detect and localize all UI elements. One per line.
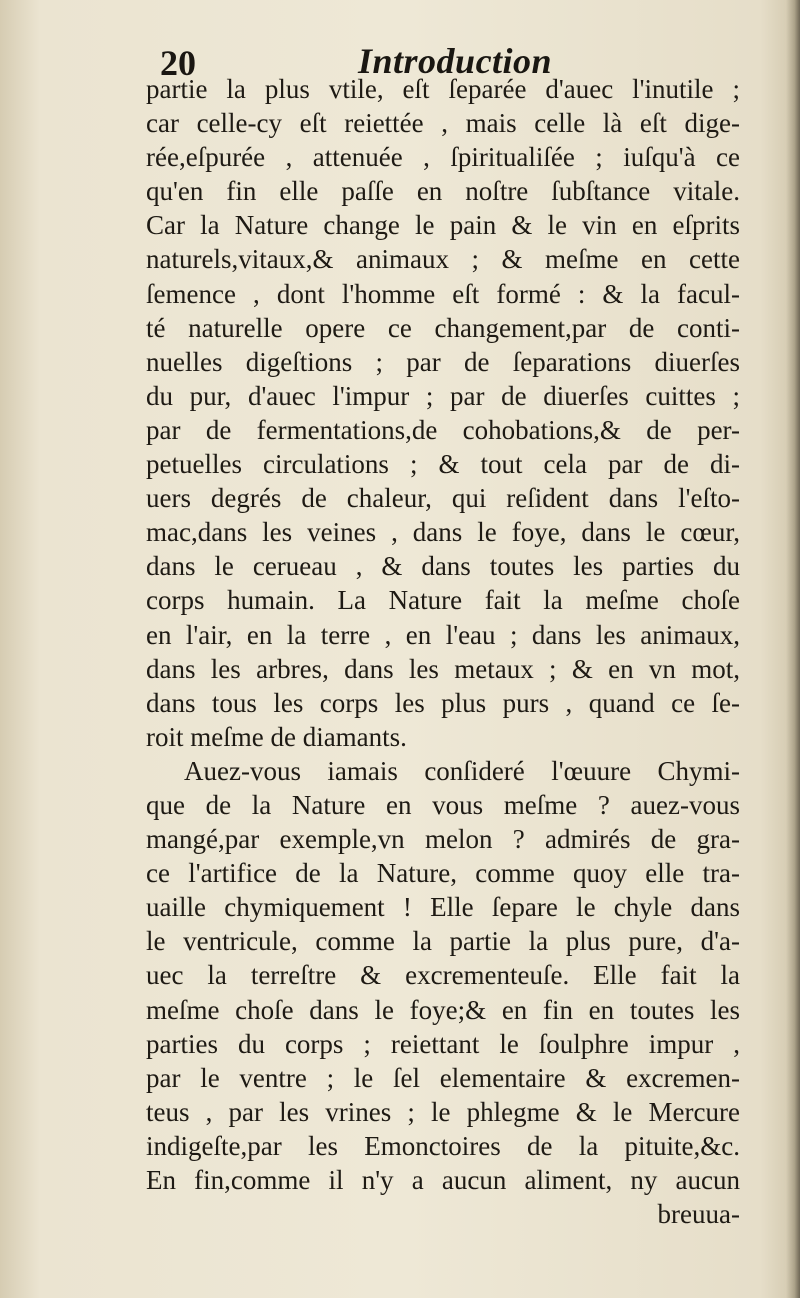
text-line: dans tous les corps les plus purs , quand ce ſe- bbox=[146, 687, 740, 718]
text-line: nuelles digeſtions ; par de ſeparations diuerſes bbox=[146, 346, 740, 377]
text-line: dans les arbres, dans les metaux ; & en vn mot, bbox=[146, 653, 740, 684]
text-line: En fin,comme il n'y a aucun aliment, ny aucun bbox=[146, 1165, 740, 1195]
text-line: uaille chymiquement ! Elle ſepare le chyle dans bbox=[146, 892, 740, 923]
text-line: dans le cerueau , & dans toutes les parties du bbox=[146, 551, 740, 582]
text-line: corps humain. La Nature fait la meſme choſe bbox=[146, 585, 740, 616]
text-line: le ventricule, comme la partie la plus pure, d'a- bbox=[146, 926, 740, 957]
page-number: 20 bbox=[160, 43, 196, 83]
text-line: uers degrés de chaleur, qui reſident dans l'eſto- bbox=[146, 483, 740, 514]
text-line: meſme choſe dans le foye;& en fin en toutes les bbox=[146, 994, 740, 1025]
text-line: que de la Nature en vous meſme ? auez-vous bbox=[146, 789, 740, 820]
text-line: mangé,par exemple,vn melon ? admirés de gra- bbox=[146, 824, 740, 855]
text-line: té naturelle opere ce changement,par de conti- bbox=[146, 312, 740, 343]
text-line: teus , par les vrines ; le phlegme & le Mercure bbox=[146, 1096, 740, 1127]
text-line: rée,eſpurée , attenuée , ſpiritualiſée ; iuſqu'à ce bbox=[146, 142, 740, 173]
running-title: Introduction bbox=[358, 41, 553, 81]
text-line: par le ventre ; le ſel elementaire & excremen- bbox=[146, 1062, 740, 1093]
text-line: du pur, d'auec l'impur ; par de diuerſes cuittes ; bbox=[146, 380, 740, 411]
text-line: mac,dans les veines , dans le foye, dans le cœur, bbox=[146, 517, 740, 548]
text-line: Car la Nature change le pain & le vin en eſprits bbox=[146, 210, 740, 241]
text-line: qu'en fin elle paſſe en noſtre ſubſtance vitale. bbox=[146, 176, 740, 207]
catchword: breuua- bbox=[657, 1199, 740, 1230]
body-text bbox=[146, 72, 740, 1231]
text-line: ce l'artifice de la Nature, comme quoy elle tra- bbox=[146, 858, 740, 889]
text-line: uec la terreſtre & excrementeuſe. Elle fait la bbox=[146, 960, 740, 991]
text-line: partie la plus vtile, eſt ſeparée d'auec l'inutile ; bbox=[146, 74, 740, 104]
text-line: en l'air, en la terre , en l'eau ; dans les animaux, bbox=[146, 619, 740, 650]
text-line: naturels,vitaux,& animaux ; & meſme en cette bbox=[146, 244, 740, 275]
page-gutter-shadow bbox=[786, 0, 800, 1298]
text-line: par de fermentations,de cohobations,& de per- bbox=[146, 414, 740, 445]
text-line: indigeſte,par les Emonctoires de la pituite,&c. bbox=[146, 1130, 740, 1161]
text-line: car celle-cy eſt reiettée , mais celle là eſt dige- bbox=[146, 108, 740, 139]
text-line: parties du corps ; reiettant le ſoulphre impur , bbox=[146, 1028, 740, 1059]
text-line: petuelles circulations ; & tout cela par de di- bbox=[146, 449, 740, 480]
text-line: ſemence , dont l'homme eſt formé : & la facul- bbox=[146, 278, 740, 309]
text-line: Auez-vous iamais conſideré l'œuure Chymi- bbox=[184, 755, 740, 786]
text-line: roit meſme de diamants. bbox=[146, 721, 407, 752]
